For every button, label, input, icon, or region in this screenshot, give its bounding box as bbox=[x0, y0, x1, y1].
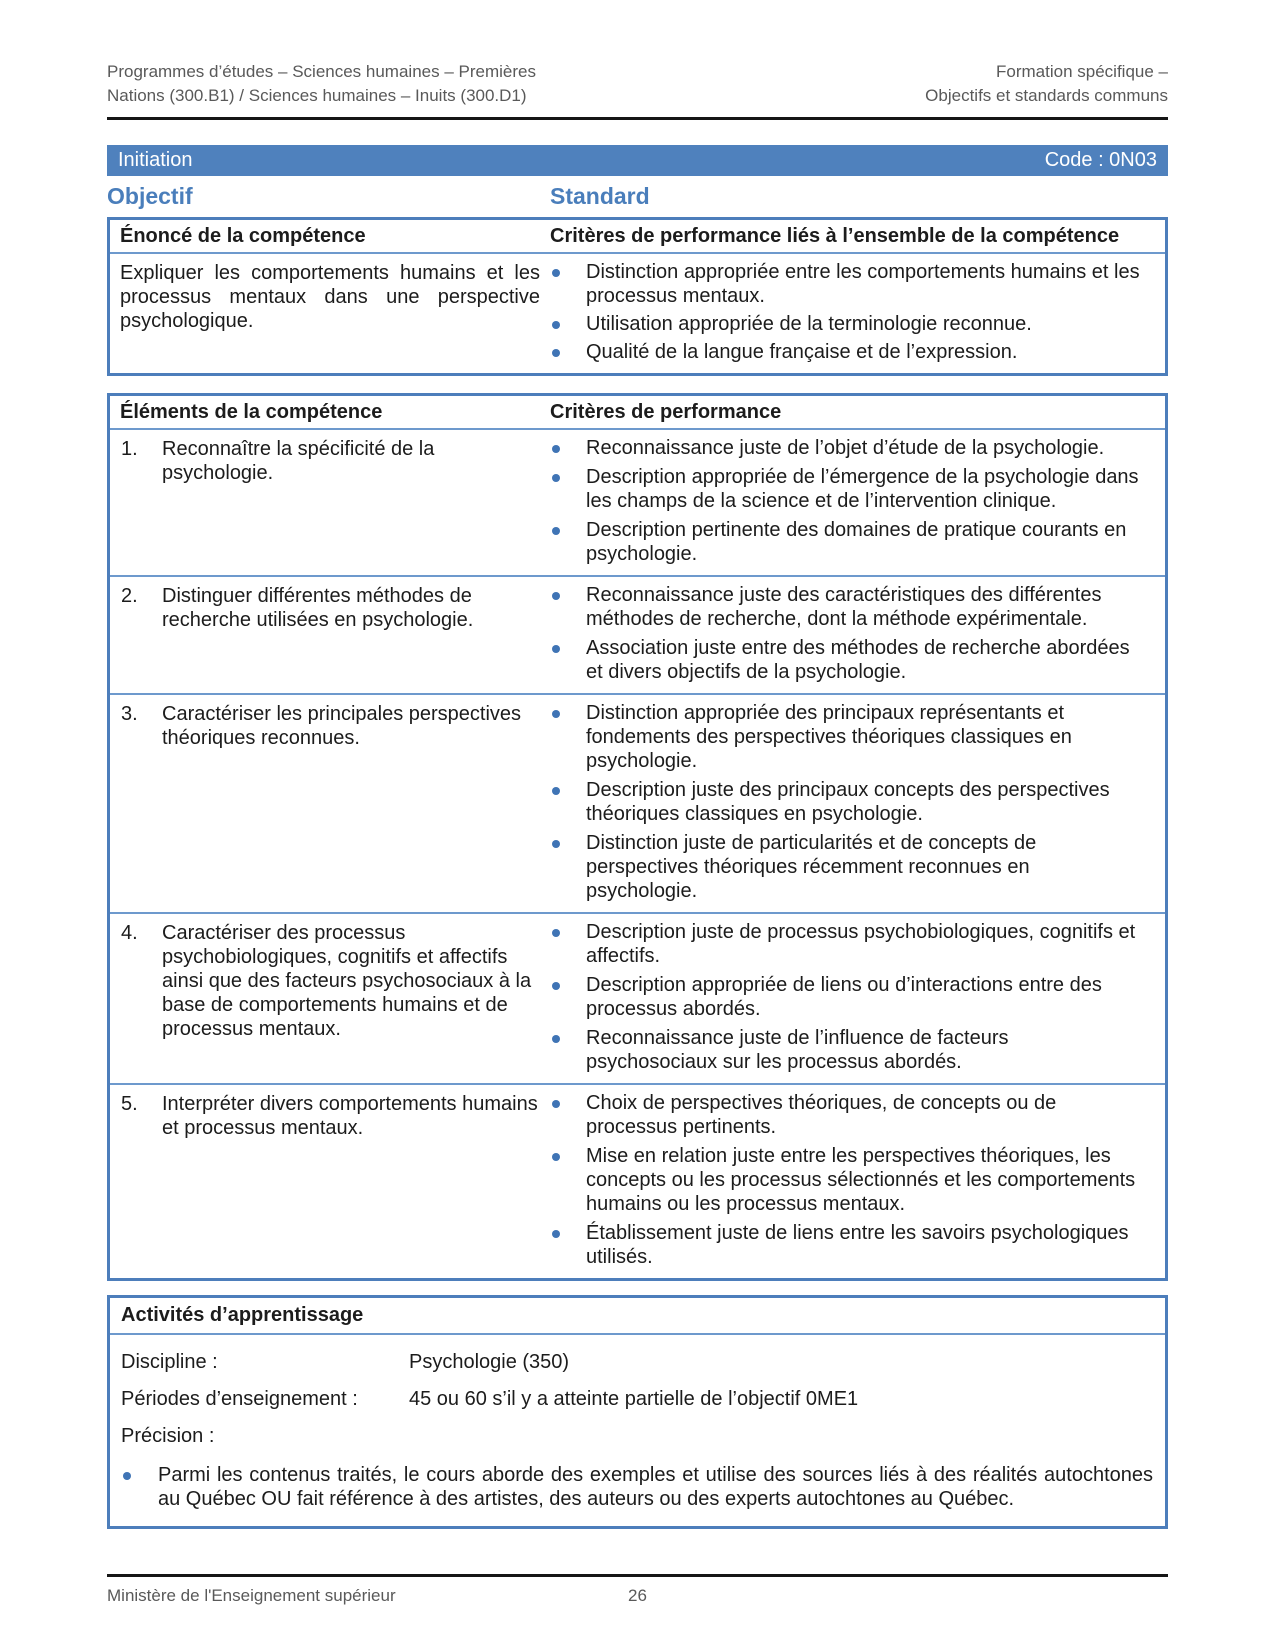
element-cell bbox=[110, 583, 550, 684]
activities-header: Activités d’apprentissage bbox=[110, 1298, 1165, 1335]
field-label: Périodes d’enseignement : bbox=[121, 1388, 358, 1410]
bullet-icon bbox=[552, 645, 560, 653]
criterion-item bbox=[550, 920, 1141, 968]
criterion-text: Association juste entre des méthodes de recherche abordées et divers objectifs de la psychologie. bbox=[586, 637, 1130, 683]
title-bar bbox=[107, 145, 1168, 176]
element-text: Reconnaître la spécificité de la psychologie. bbox=[162, 438, 435, 484]
element-cell bbox=[110, 436, 550, 566]
bullet-icon bbox=[552, 592, 560, 600]
criteria-cell bbox=[550, 920, 1165, 1074]
element-number: 5. bbox=[121, 1093, 138, 1115]
field-value: 45 ou 60 s’il y a atteinte partielle de l’objectif 0ME1 bbox=[409, 1388, 859, 1410]
element-row-3 bbox=[110, 693, 1165, 912]
bullet-icon bbox=[123, 1472, 131, 1480]
criterion-text: Description appropriée de l’émergence de la psychologie dans les champs de la science et de l’intervention clinique. bbox=[586, 466, 1139, 512]
bullet-icon bbox=[552, 445, 560, 453]
bullet-icon bbox=[552, 527, 560, 535]
elements-header-right: Critères de performance bbox=[550, 401, 782, 423]
standard-heading: Standard bbox=[550, 183, 650, 209]
criterion-item bbox=[550, 518, 1141, 566]
header-rule bbox=[107, 117, 1168, 120]
activities-body bbox=[110, 1335, 1165, 1526]
bullet-icon bbox=[552, 269, 560, 277]
criteria-cell bbox=[550, 583, 1165, 684]
criterion-item bbox=[550, 1026, 1141, 1074]
competence-statement: Expliquer les comportements humains et les processus mentaux dans une perspective psychologique. bbox=[120, 262, 540, 332]
element-cell bbox=[110, 920, 550, 1074]
elements-table bbox=[107, 393, 1168, 1281]
element-number: 4. bbox=[121, 922, 138, 944]
header-right-line1: Formation spécifique – bbox=[996, 62, 1168, 81]
header-left-block bbox=[107, 60, 536, 108]
criterion-item bbox=[550, 831, 1141, 903]
activities-field-precision bbox=[110, 1424, 1165, 1448]
bullet-icon bbox=[552, 349, 560, 357]
criterion-text: Description juste de processus psychobiologiques, cognitifs et affectifs. bbox=[586, 921, 1136, 967]
competence-table-header bbox=[110, 220, 1165, 254]
criterion-text: Qualité de la langue française et de l’expression. bbox=[586, 341, 1018, 363]
element-number: 2. bbox=[121, 585, 138, 607]
criteria-cell bbox=[550, 436, 1165, 566]
header-left-line1: Programmes d’études – Sciences humaines – Premières bbox=[107, 62, 536, 81]
running-header bbox=[107, 60, 1168, 108]
header-left-line2: Nations (300.B1) / Sciences humaines – Inuits (300.D1) bbox=[107, 86, 527, 105]
competence-table bbox=[107, 217, 1168, 376]
element-text: Interpréter divers comportements humains et processus mentaux. bbox=[162, 1093, 538, 1139]
bullet-icon bbox=[552, 710, 560, 718]
activities-field-discipline bbox=[110, 1350, 1165, 1374]
criterion-text: Établissement juste de liens entre les savoirs psychologiques utilisés. bbox=[586, 1222, 1129, 1268]
footer-ministry: Ministère de l'Enseignement supérieur bbox=[107, 1586, 396, 1605]
activities-note bbox=[110, 1463, 1165, 1511]
criterion-item bbox=[550, 1221, 1141, 1269]
criterion-text: Description juste des principaux concepts des perspectives théoriques classiques en psychologie. bbox=[586, 779, 1110, 825]
criterion-text: Distinction appropriée des principaux représentants et fondements des perspectives théoriques classiques en psychologie. bbox=[586, 702, 1072, 772]
bullet-icon bbox=[552, 929, 560, 937]
bullet-icon bbox=[552, 1100, 560, 1108]
elements-header-left: Éléments de la compétence bbox=[120, 401, 383, 423]
field-value bbox=[409, 1424, 1165, 1448]
element-number: 1. bbox=[121, 438, 138, 460]
criterion-text: Reconnaissance juste de l’objet d’étude de la psychologie. bbox=[586, 437, 1105, 459]
element-text: Caractériser des processus psychobiologiques, cognitifs et affectifs ainsi que des facteurs psychosociaux à la base de comportements humains et de processus mentaux. bbox=[162, 922, 532, 1040]
element-row-5 bbox=[110, 1083, 1165, 1278]
criterion-item bbox=[550, 312, 1141, 336]
element-text: Distinguer différentes méthodes de recherche utilisées en psychologie. bbox=[162, 585, 474, 631]
element-cell bbox=[110, 1091, 550, 1269]
bullet-icon bbox=[552, 321, 560, 329]
criterion-item bbox=[550, 465, 1141, 513]
element-number: 3. bbox=[121, 703, 138, 725]
element-cell bbox=[110, 701, 550, 903]
bullet-icon bbox=[552, 840, 560, 848]
elements-table-header bbox=[110, 396, 1165, 430]
competence-criteria bbox=[550, 260, 1165, 364]
criteria-cell bbox=[550, 1091, 1165, 1269]
page-content bbox=[107, 0, 1168, 1529]
criterion-item bbox=[550, 583, 1141, 631]
criterion-text: Description pertinente des domaines de pratique courants en psychologie. bbox=[586, 519, 1127, 565]
criterion-item bbox=[550, 340, 1141, 364]
field-value: Psychologie (350) bbox=[409, 1351, 570, 1373]
criterion-text: Distinction juste de particularités et de concepts de perspectives théoriques récemment reconnues en psychologie. bbox=[586, 832, 1037, 902]
title-bar-course: Initiation bbox=[118, 149, 193, 171]
criterion-text: Utilisation appropriée de la terminologie reconnue. bbox=[586, 313, 1032, 335]
element-row-1 bbox=[110, 430, 1165, 575]
criterion-text: Mise en relation juste entre les perspectives théoriques, les concepts ou les processus sélectionnés et les comportements humains ou les processus mentaux. bbox=[586, 1145, 1136, 1215]
competence-header-right: Critères de performance liés à l’ensemble de la compétence bbox=[550, 225, 1120, 247]
bullet-icon bbox=[552, 1230, 560, 1238]
activities-field-periodes bbox=[110, 1387, 1165, 1411]
criterion-text: Reconnaissance juste des caractéristiques des différentes méthodes de recherche, dont la méthode expérimentale. bbox=[586, 584, 1102, 630]
section-headings bbox=[107, 181, 1168, 211]
running-footer bbox=[107, 1574, 1168, 1608]
element-text: Caractériser les principales perspectives théoriques reconnues. bbox=[162, 703, 522, 749]
element-row-4 bbox=[110, 912, 1165, 1083]
criterion-text: Description appropriée de liens ou d’interactions entre des processus abordés. bbox=[586, 974, 1102, 1020]
activities-table bbox=[107, 1295, 1168, 1529]
criterion-text: Reconnaissance juste de l’influence de facteurs psychosociaux sur les processus abordés. bbox=[586, 1027, 1009, 1073]
field-label: Discipline : bbox=[121, 1351, 218, 1373]
footer-page-number: 26 bbox=[628, 1586, 647, 1605]
criterion-text: Distinction appropriée entre les comportements humains et les processus mentaux. bbox=[586, 261, 1140, 307]
bullet-icon bbox=[552, 474, 560, 482]
competence-row bbox=[110, 254, 1165, 373]
criteria-cell bbox=[550, 701, 1165, 903]
element-row-2 bbox=[110, 575, 1165, 693]
criterion-item bbox=[550, 436, 1141, 460]
bullet-icon bbox=[552, 982, 560, 990]
header-right-block bbox=[925, 60, 1168, 108]
bullet-icon bbox=[552, 787, 560, 795]
title-bar-code: Code : 0N03 bbox=[1044, 149, 1157, 171]
objectif-heading: Objectif bbox=[107, 183, 193, 209]
criterion-item bbox=[550, 1091, 1141, 1139]
criterion-item bbox=[550, 260, 1141, 308]
header-right-line2: Objectifs et standards communs bbox=[925, 86, 1168, 105]
competence-header-left: Énoncé de la compétence bbox=[120, 225, 366, 247]
field-label: Précision : bbox=[121, 1425, 215, 1447]
bullet-icon bbox=[552, 1035, 560, 1043]
criterion-item bbox=[550, 973, 1141, 1021]
criterion-item bbox=[550, 1144, 1141, 1216]
criterion-item bbox=[550, 701, 1141, 773]
criterion-text: Choix de perspectives théoriques, de concepts ou de processus pertinents. bbox=[586, 1092, 1057, 1138]
criterion-item bbox=[550, 636, 1141, 684]
criterion-item bbox=[550, 778, 1141, 826]
bullet-icon bbox=[552, 1153, 560, 1161]
activities-note-text: Parmi les contenus traités, le cours aborde des exemples et utilise des sources liés à des réalités autochtones au Québec OU fait référence à des artistes, des auteurs ou des experts autochtones au Québec. bbox=[158, 1464, 1153, 1510]
